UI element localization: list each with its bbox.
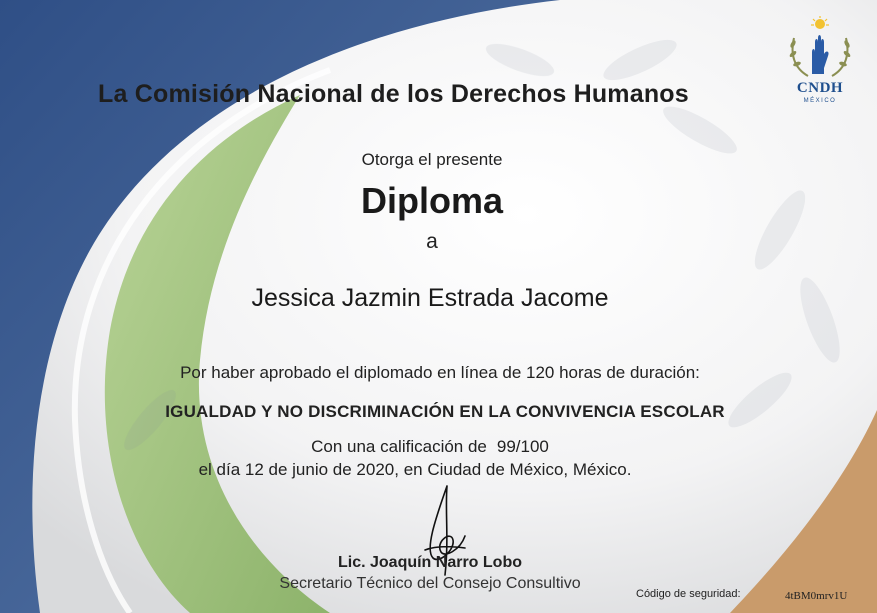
cndh-logo-icon	[784, 16, 856, 120]
security-code-value: 4tBM0mrv1U	[785, 590, 848, 602]
grade-label: Con una calificación de	[311, 437, 487, 456]
organization-title: La Comisión Nacional de los Derechos Humanos	[98, 80, 689, 108]
grade-value: 99/100	[496, 437, 549, 456]
security-code-label: Código de seguridad:	[636, 588, 741, 600]
approved-text: Por haber aprobado el diplomado en línea de 120 horas de duración:	[180, 363, 700, 382]
recipient-name: Jessica Jazmin Estrada Jacome	[251, 284, 609, 312]
signatory-name: Lic. Joaquín Narro Lobo	[337, 554, 522, 571]
course-title: IGUALDAD Y NO DISCRIMINACIÓN EN LA CONVIVENCIA ESCOLAR	[165, 402, 725, 421]
logo-subtitle: MÉXICO	[803, 98, 837, 104]
grade-line	[230, 437, 630, 457]
logo-name: CNDH	[796, 80, 844, 96]
signatory-position: Secretario Técnico del Consejo Consultivo	[279, 575, 581, 592]
document-title: Diploma	[360, 180, 503, 221]
to-text: a	[426, 230, 438, 253]
presents-text: Otorga el presente	[361, 150, 503, 169]
date-place: el día 12 de junio de 2020, en Ciudad de México, México.	[198, 460, 632, 479]
